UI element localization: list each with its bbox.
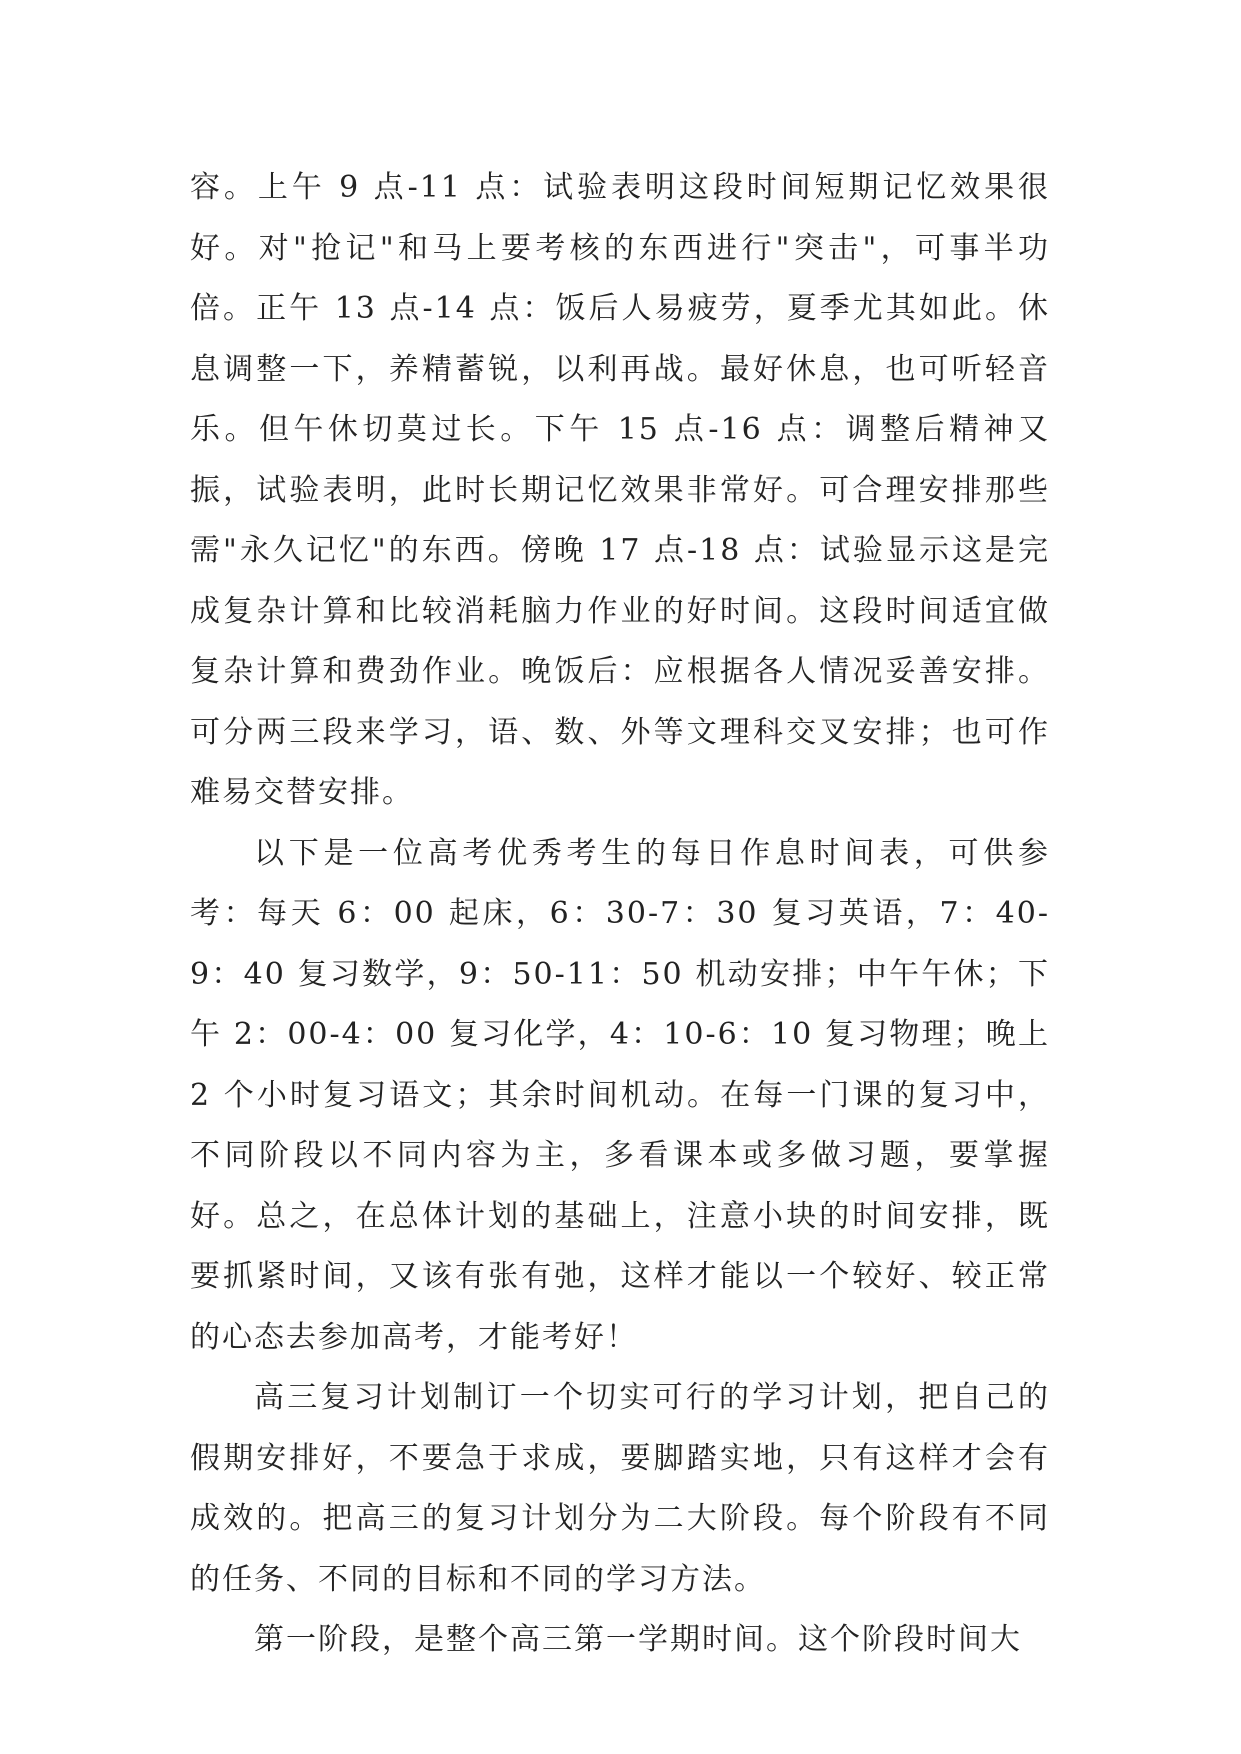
paragraph-daily-timetable: 以下是一位高考优秀考生的每日作息时间表，可供参考：每天 6：00 起床，6：30-7：30 复习英语，7：40-9：40 复习数学，9：50-11：50 机动安排；中午午休；下午 2：00-4：00 复习化学，4：10-6：10 复习物理；晚上 2 个小时复习语文；其余时间机动。在每一门课的复习中，不同阶段以不同内容为主，多看课本或多做习题，要掌握好。总之，在总体计划的基础上，注意小块的时间安排，既要抓紧时间，又该有张有弛，这样才能以一个较好、较正常的心态去参加高考，才能考好！	[190, 835, 1050, 1355]
paragraph-review-plan: 高三复习计划制订一个切实可行的学习计划，把自己的假期安排好，不要急于求成，要脚踏实地，只有这样才会有成效的。把高三的复习计划分为二大阶段。每个阶段有不同的任务、不同的目标和不同的学习方法。	[190, 1380, 1050, 1597]
paragraph-study-schedule-by-hour: 容。上午 9 点-11 点：试验表明这段时间短期记忆效果很好。对"抢记"和马上要考核的东西进行"突击"，可事半功倍。正午 13 点-14 点：饭后人易疲劳，夏季尤其如此。休息调整一下，养精蓄锐，以利再战。最好休息，也可听轻音乐。但午休切莫过长。下午 15 点-16 点：调整后精神又振，试验表明，此时长期记忆效果非常好。可合理安排那些需"永久记忆"的东西。傍晚 17 点-18 点：试验显示这是完成复杂计算和比较消耗脑力作业的好时间。这段时间适宜做复杂计算和费劲作业。晚饭后：应根据各人情况妥善安排。可分两三段来学习，语、数、外等文理科交叉安排；也可作难易交替安排。	[190, 170, 1050, 810]
paragraph-first-stage: 第一阶段，是整个高三第一学期时间。这个阶段时间大	[254, 1622, 1022, 1657]
body-text	[190, 158, 1050, 1671]
